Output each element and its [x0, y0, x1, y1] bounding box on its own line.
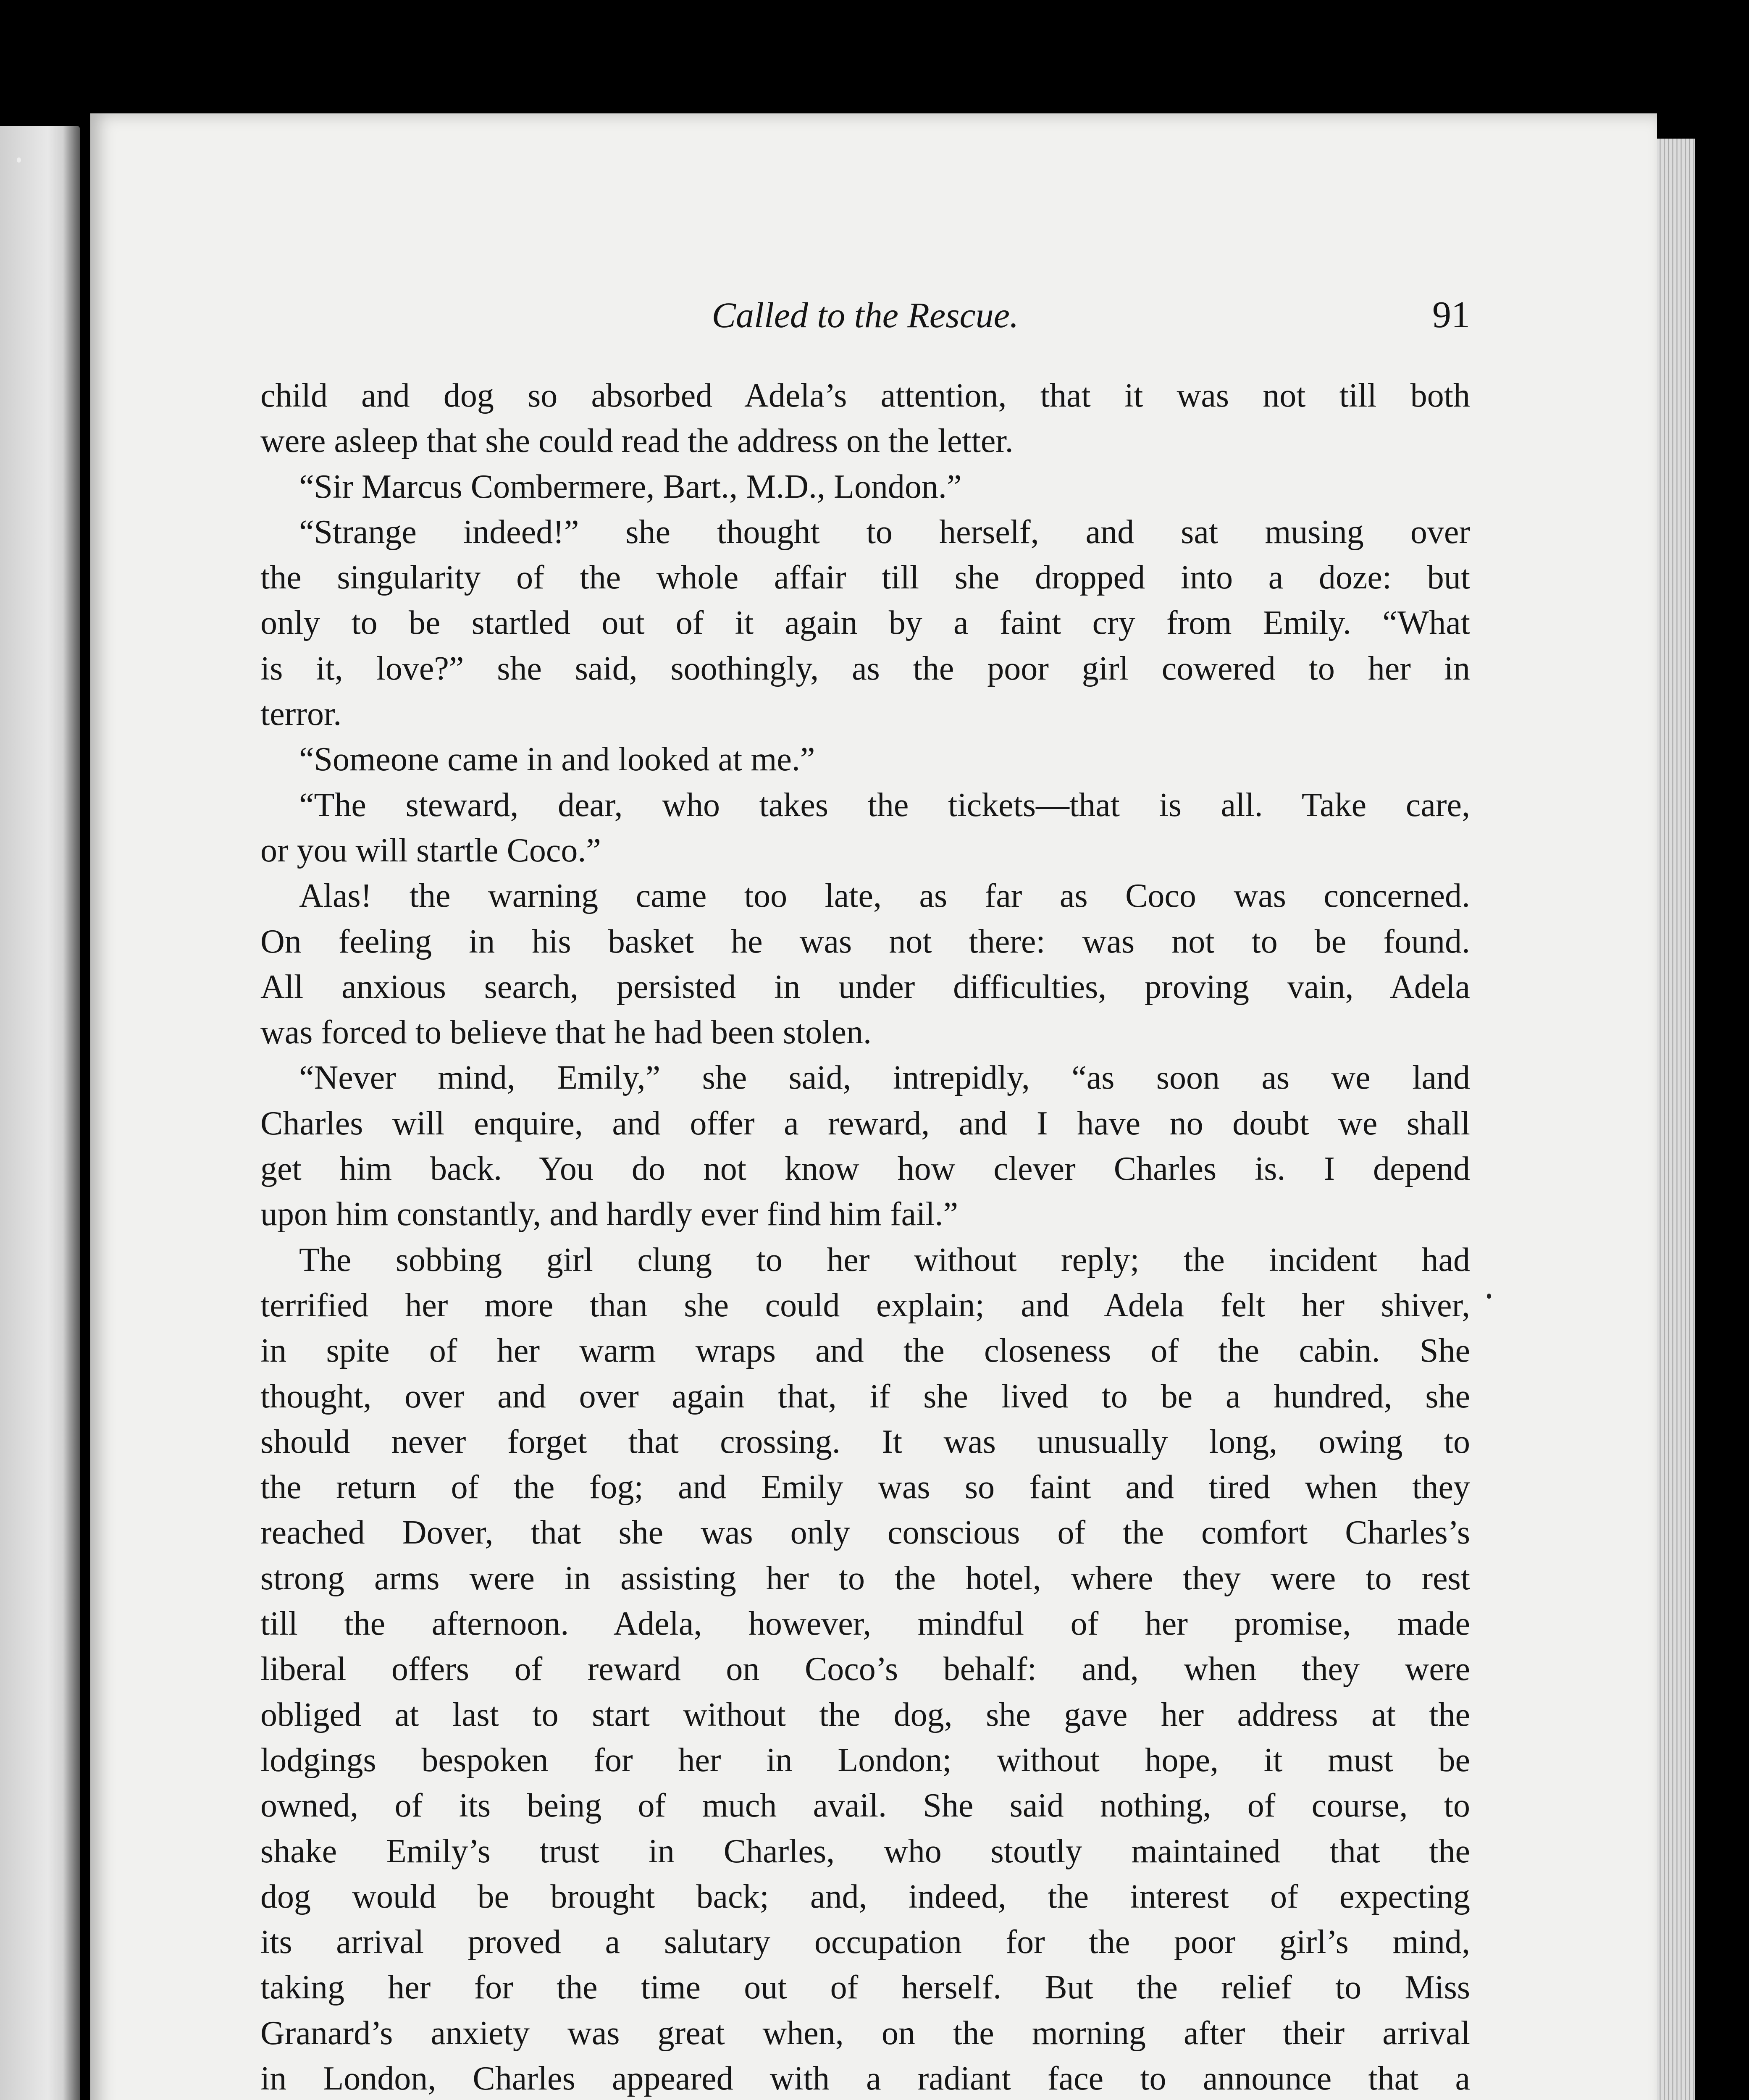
text-line: lodgings bespoken for her in London; without hope, it must be	[260, 1741, 1470, 1779]
text-line: in London, Charles appeared with a radiant face to announce that a	[260, 2060, 1470, 2097]
text-line: were asleep that she could read the address on the letter.	[260, 423, 1014, 460]
text-line: “Someone came in and looked at me.”	[299, 741, 815, 778]
text-line: only to be startled out of it again by a faint cry from Emily. “What	[260, 604, 1470, 642]
text-line: The sobbing girl clung to her without reply; the incident had	[299, 1241, 1470, 1278]
text-line: strong arms were in assisting her to the hotel, where they were to rest	[260, 1559, 1470, 1597]
text-line: terror.	[260, 696, 342, 733]
text-line: Granard’s anxiety was great when, on the morning after their arrival	[260, 2014, 1470, 2052]
text-line: “Never mind, Emily,” she said, intrepidly, “as soon as we land	[299, 1059, 1470, 1097]
running-title: Called to the Rescue.	[712, 295, 1019, 335]
text-line: shake Emily’s trust in Charles, who stoutly maintained that the	[260, 1832, 1470, 1870]
text-line: the singularity of the whole affair till she dropped into a doze: but	[260, 559, 1470, 596]
text-line: taking her for the time out of herself. But the relief to Miss	[260, 1969, 1470, 2006]
text-line: upon him constantly, and hardly ever find him fail.”	[260, 1196, 959, 1233]
page-edges	[1657, 139, 1695, 2100]
body-text	[260, 373, 1470, 2100]
ink-speck	[17, 158, 21, 163]
text-line: or you will startle Coco.”	[260, 832, 601, 869]
text-line: thought, over and over again that, if she lived to be a hundred, she	[260, 1378, 1470, 1415]
text-line: the return of the fog; and Emily was so faint and tired when they	[260, 1469, 1470, 1506]
text-line: “Strange indeed!” she thought to herself, and sat musing over	[299, 513, 1470, 551]
text-line: “The steward, dear, who takes the tickets—that is all. Take care,	[299, 786, 1470, 824]
page-number: 91	[1432, 294, 1470, 336]
gutter-shadow	[63, 109, 92, 2100]
text-line: All anxious search, persisted in under difficulties, proving vain, Adela	[260, 968, 1470, 1005]
text-line: get him back. You do not know how clever Charles is. I depend	[260, 1150, 1470, 1188]
text-line: Alas! the warning came too late, as far as Coco was concerned.	[299, 877, 1470, 915]
text-line: its arrival proved a salutary occupation for the poor girl’s mind,	[260, 1924, 1470, 1961]
text-line: terrified her more than she could explain; and Adela felt her shiver,	[260, 1286, 1470, 1324]
text-line: Charles will enquire, and offer a reward, and I have no doubt we shall	[260, 1105, 1470, 1142]
ink-speck	[1487, 1294, 1491, 1299]
text-line: till the afternoon. Adela, however, mindful of her promise, made	[260, 1605, 1470, 1643]
text-line: should never forget that crossing. It was unusually long, owing to	[260, 1423, 1470, 1460]
page-header	[260, 286, 1470, 344]
text-line: reached Dover, that she was only conscious of the comfort Charles’s	[260, 1514, 1470, 1551]
text-line: dog would be brought back; and, indeed, the interest of expecting	[260, 1878, 1470, 1915]
text-line: obliged at last to start without the dog, she gave her address at the	[260, 1696, 1470, 1733]
text-line: was forced to believe that he had been stolen.	[260, 1014, 872, 1051]
text-line: is it, love?” she said, soothingly, as the poor girl cowered to her in	[260, 650, 1470, 687]
text-line: On feeling in his basket he was not there: was not to be found.	[260, 923, 1470, 960]
text-line: in spite of her warm wraps and the closeness of the cabin. She	[260, 1332, 1470, 1370]
text-line: liberal offers of reward on Coco’s behalf: and, when they were	[260, 1651, 1470, 1688]
text-line: “Sir Marcus Combermere, Bart., M.D., London.”	[299, 468, 962, 505]
text-line: owned, of its being of much avail. She said nothing, of course, to	[260, 1787, 1470, 1824]
text-line: child and dog so absorbed Adela’s attention, that it was not till both	[260, 377, 1470, 414]
